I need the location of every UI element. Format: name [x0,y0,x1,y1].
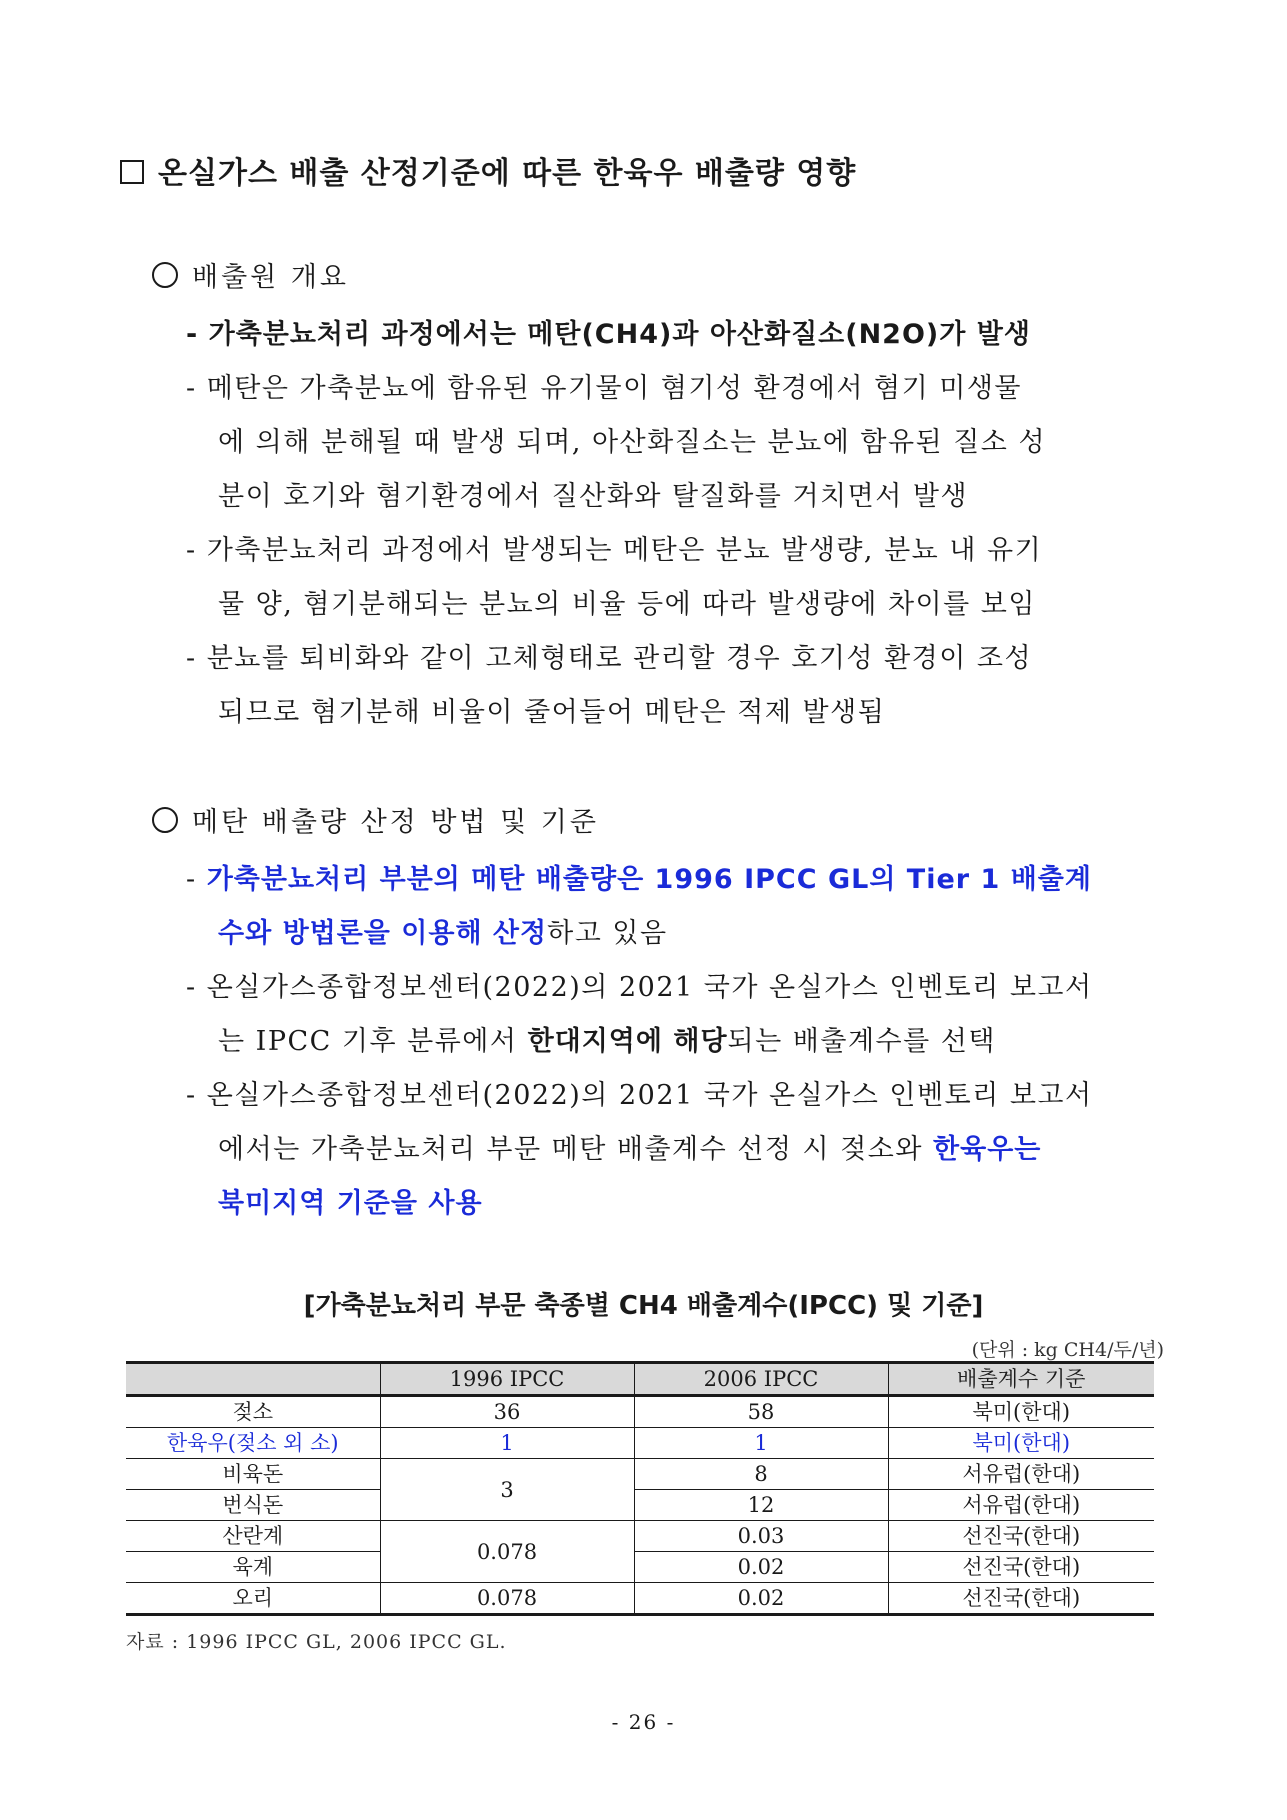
overview-line-1: - 가축분뇨처리 과정에서는 메탄(CH4)과 아산화질소(N2O)가 발생 [186,319,1031,350]
table-row [126,1459,1154,1490]
basis-value: 선진국(한대) [888,1552,1154,1583]
method-line-1: - 가축분뇨처리 부분의 메탄 배출량은 1996 IPCC GL의 Tier 1 배출계 [186,864,1092,895]
overview-line-4: 분이 호기와 혐기환경에서 질산화와 탈질화를 거치면서 발생 [218,481,969,512]
table-header-cell: 2006 IPCC [634,1363,888,1396]
basis-value: 선진국(한대) [888,1521,1154,1552]
overview-line-5: - 가축분뇨처리 과정에서 발생되는 메탄은 분뇨 발생량, 분뇨 내 유기 [186,535,1043,566]
table-row [126,1552,1154,1583]
ipcc1996-value: 0.078 [380,1521,634,1583]
ipcc1996-value: 1 [380,1428,634,1459]
ipcc2006-value: 8 [634,1459,888,1490]
method-line-6: 에서는 가축분뇨처리 부문 메탄 배출계수 선정 시 젖소와 한육우는 [218,1134,1042,1165]
overview-line-7: - 분뇨를 퇴비화와 같이 고체형태로 관리할 경우 호기성 환경이 조성 [186,643,1033,674]
livestock-name: 한육우(젖소 외 소) [126,1428,380,1459]
table-row [126,1521,1154,1552]
overview-line-3: 에 의해 분해될 때 발생 되며, 아산화질소는 분뇨에 함유된 질소 성 [218,427,1047,458]
basis-value: 선진국(한대) [888,1583,1154,1615]
ipcc2006-value: 12 [634,1490,888,1521]
table-row [126,1396,1154,1428]
ipcc1996-value: 36 [380,1396,634,1428]
table-row [126,1583,1154,1615]
basis-value: 서유럽(한대) [888,1459,1154,1490]
circle-bullet-icon [152,807,178,833]
method-line-5: - 온실가스종합정보센터(2022)의 2021 국가 온실가스 인벤토리 보고서 [186,1080,1093,1111]
table-header-cell: 1996 IPCC [380,1363,634,1396]
basis-value: 북미(한대) [888,1396,1154,1428]
livestock-name: 번식돈 [126,1490,380,1521]
table-unit: (단위 : kg CH4/두/년) [971,1339,1164,1361]
livestock-name: 육계 [126,1552,380,1583]
section-heading-method: 메탄 배출량 산정 방법 및 기준 [152,800,599,839]
livestock-name: 산란계 [126,1521,380,1552]
page-number: - 26 - [611,1710,676,1734]
table-header-cell: 배출계수 기준 [888,1363,1154,1396]
method-line-3: - 온실가스종합정보센터(2022)의 2021 국가 온실가스 인벤토리 보고서 [186,972,1093,1003]
emission-factor-table [126,1361,1154,1616]
ipcc2006-value: 0.02 [634,1583,888,1615]
basis-value: 북미(한대) [888,1428,1154,1459]
ipcc2006-value: 1 [634,1428,888,1459]
ipcc2006-value: 0.03 [634,1521,888,1552]
overview-line-6: 물 양, 혐기분해되는 분뇨의 비율 등에 따라 발생량에 차이를 보임 [218,589,1036,620]
livestock-name: 젖소 [126,1396,380,1428]
ipcc2006-value: 58 [634,1396,888,1428]
livestock-name: 오리 [126,1583,380,1615]
ipcc1996-value: 3 [380,1459,634,1521]
overview-line-8: 되므로 혐기분해 비율이 줄어들어 메탄은 적제 발생됨 [218,697,886,728]
square-bullet-icon [120,160,144,184]
circle-bullet-icon [152,262,178,288]
table-row [126,1428,1154,1459]
table-source: 자료 : 1996 IPCC GL, 2006 IPCC GL. [126,1631,507,1653]
table-caption: [가축분뇨처리 부문 축종별 CH4 배출계수(IPCC) 및 기준] [303,1291,984,1321]
basis-value: 서유럽(한대) [888,1490,1154,1521]
page-title: 온실가스 배출 산정기준에 따른 한육우 배출량 영향 [120,148,856,192]
method-line-2: 수와 방법론을 이용해 산정하고 있음 [218,918,668,949]
livestock-name: 비육돈 [126,1459,380,1490]
table-row [126,1490,1154,1521]
ipcc1996-value: 0.078 [380,1583,634,1615]
section-heading-overview: 배출원 개요 [152,255,349,294]
table-header-row [126,1363,1154,1396]
overview-line-2: - 메탄은 가축분뇨에 함유된 유기물이 혐기성 환경에서 혐기 미생물 [186,373,1022,404]
method-line-7: 북미지역 기준을 사용 [218,1188,483,1219]
method-line-4: 는 IPCC 기후 분류에서 한대지역에 해당되는 배출계수를 선택 [218,1026,996,1057]
ipcc2006-value: 0.02 [634,1552,888,1583]
table-header-cell [126,1363,380,1396]
